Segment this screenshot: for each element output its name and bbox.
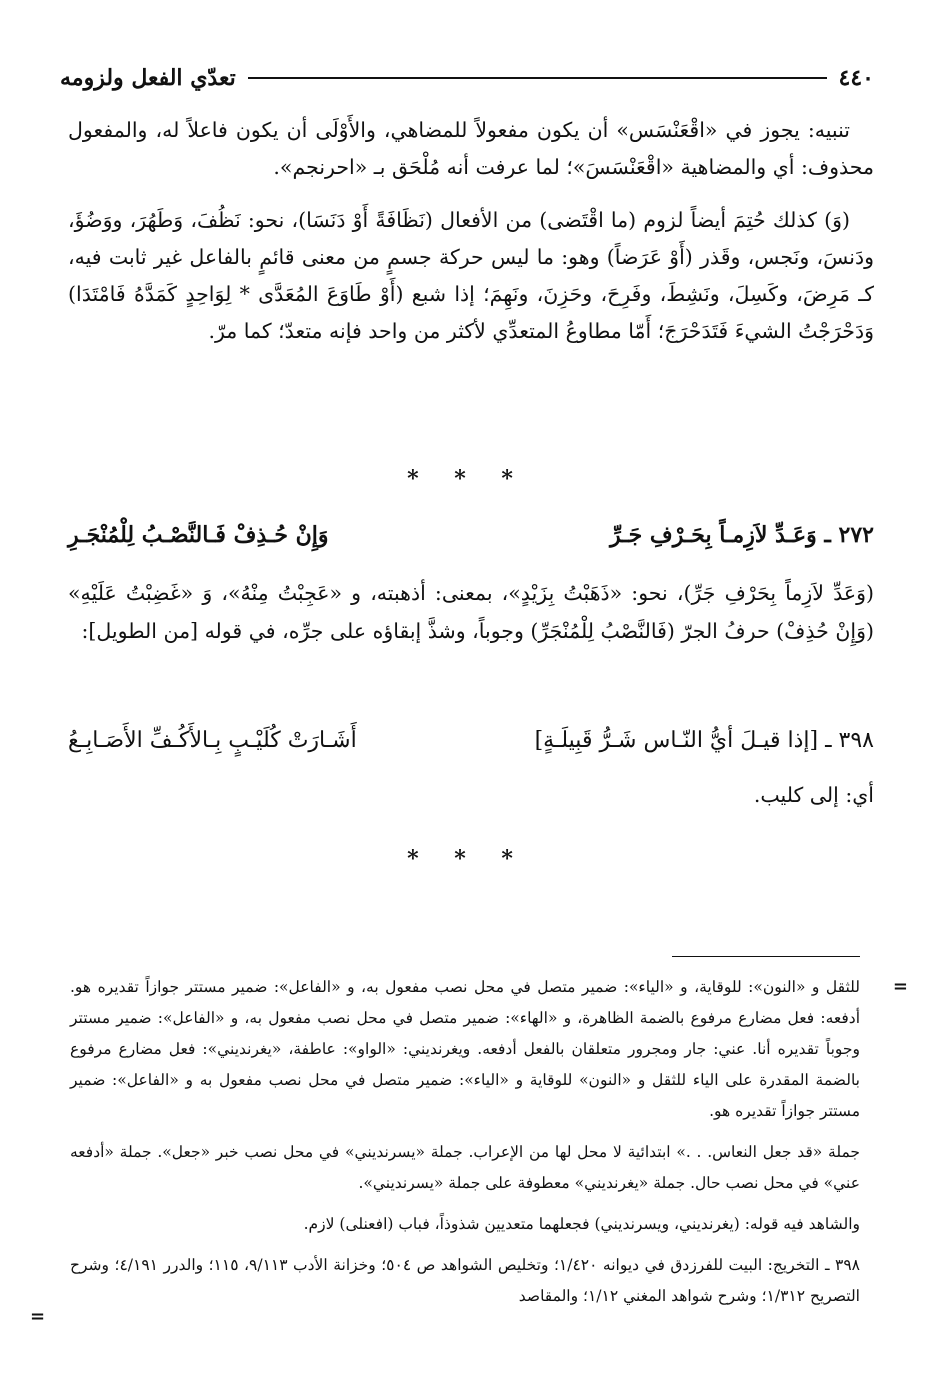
section-divider-stars-end: * * * [407,846,527,872]
verse-398-second-hemistich: أَشَـارَتْ كُلَيْـبٍ بِـالأَكُـفِّ الأَصَـابِـعُ [68,728,357,753]
verse-398 [68,728,874,753]
verse-272-second-hemistich: وَإِنْ حُـذِفْ فَـالنَّصْـبُ لِلْمُنْجَـرِ [68,522,329,548]
continuation-mark-top: = [892,976,908,997]
paragraph-note: تنبيه: يجوز في «اقْعَنْسَس» أن يكون مفعولاً للمضاهي، والأَوْلَى أن يكون فاعلاً له، والمفعول محذوف: أي والمضاهية «اقْعَنْسَسَ»؛ لما عرفت أنه مُلْحَق بـ «احرنجم». [68,118,874,179]
verse-398-first-hemistich: ٣٩٨ ـ [إذا قيـلَ أيُّ النّـاس شَـرُّ قَبِيلَـةٍ] [534,728,874,753]
paragraph-verse-commentary: (وَعَدِّ لاَزِماً بِحَرْفِ جَرِّ)، نحو: «ذَهَبْتُ بِزَيْدٍ»، بمعنى: أذهبته، و «عَجِبْتُ مِنْهُ»، وَ «غَضِبْتُ عَلَيْهِ» (وَإِنْ حُذِفْ) حرفُ الجرّ (فَالنَّصْبُ لِلْمُنْجَرِّ) وجوباً، وشذَّ إبقاؤه على جرِّه، في قوله [من الطويل]: [68,581,874,643]
footnote-sources: ٣٩٨ ـ التخريج: البيت للفرزدق في ديوانه ١/٤٢٠؛ وتخليص الشواهد ص ٥٠٤؛ وخزانة الأدب ٩/١١٣، ١١٥؛ والدرر ٤/١٩١؛ وشرح التصريح ١/٣١٢؛ وشرح شواهد المغني ١/١٢؛ والمقاصد [70,1256,860,1305]
footnote-parsing: للثقل و «النون»: للوقاية، و «الياء»: ضمير متصل في محل نصب مفعول به، و «الفاعل»: ضمير مستتر جوازاً تقديره هو. أدفعه: فعل مضارع مرفوع بالضمة الظاهرة، و «الهاء»: ضمير متصل في محل نصب مفعول به، و «الفاعل»: ضمير مستتر وجوباً تقديره أنا. عني: جار ومجرور متعلقان بالفعل أدفعه. ويغرنديني: «الواو»: عاطفة، «يغرنديني»: فعل مضارع مرفوع بالضمة المقدرة على الياء للثقل و «النون» للوقاية و «الياء»: ضمير متصل في محل نصب مفعول به و «الفاعل»: ضمير مستتر جوازاً تقديره هو. [70,978,860,1120]
footnote-rule [672,956,860,957]
footnotes [70,972,860,1322]
page-header [60,58,874,98]
main-text [68,112,874,366]
paragraph-explanation: أي: إلى كليب. [753,783,874,807]
continuation-mark-bottom: = [30,1306,46,1327]
section-divider-stars: * * * [407,466,527,492]
footnote-sentences: جملة «قد جعل النعاس. . .» ابتدائية لا محل لها من الإعراب. جملة «يسرنديني» في محل نصب خبر «جعل». جملة «أدفعه عني» في محل نصب حال. جملة «يغرنديني» معطوفة على جملة «يسرنديني». [70,1143,860,1192]
paragraph-commentary: (وَ) كذلك حُتِمَ أيضاً لزوم (ما اقْتَضى) من الأفعال (نَظَافَةً أَوْ دَنَسَا)، نحو: نَظُفَ، وَطَهُرَ، ووَضُؤَ، ودَنسَ، ونَجس، وقَذر (أَوْ عَرَضاً) وهو: ما ليس حركة جسمٍ من معنى قائمٍ بالفاعل غير ثابت فيه، كـ مَرِضَ، وكَسِلَ، ونَشِطَ، وفَرِحَ، وحَزِنَ، ونَهِمَ؛ إذا شبع (أَوْ طَاوَعَ المُعَدَّى * لِوَاحِدٍ كَمَدَّهُ فَامْتَدَا) وَدَحْرَجْتُ الشيءَ فَتَدَحْرَجَ؛ أَمّا مطاوعُ المتعدِّي لأكثر من واحد فإنه متعدّ؛ كما مرّ. [68,208,874,343]
running-title: تعدّي الفعل ولزومه [60,65,236,91]
header-rule [248,77,827,79]
verse-272-first-hemistich: ٢٧٢ ـ وَعَـدِّ لاَزِمـاً بِحَـرْفِ جَـرِّ [610,522,874,548]
verse-272 [68,522,874,548]
footnote-witness: والشاهد فيه قوله: (يغرنديني، ويسرنديني) فجعلهما متعديين شذوذاً، فباب (افعنلى) لازم. [303,1215,860,1233]
page-number: ٤٤٠ [838,65,874,91]
